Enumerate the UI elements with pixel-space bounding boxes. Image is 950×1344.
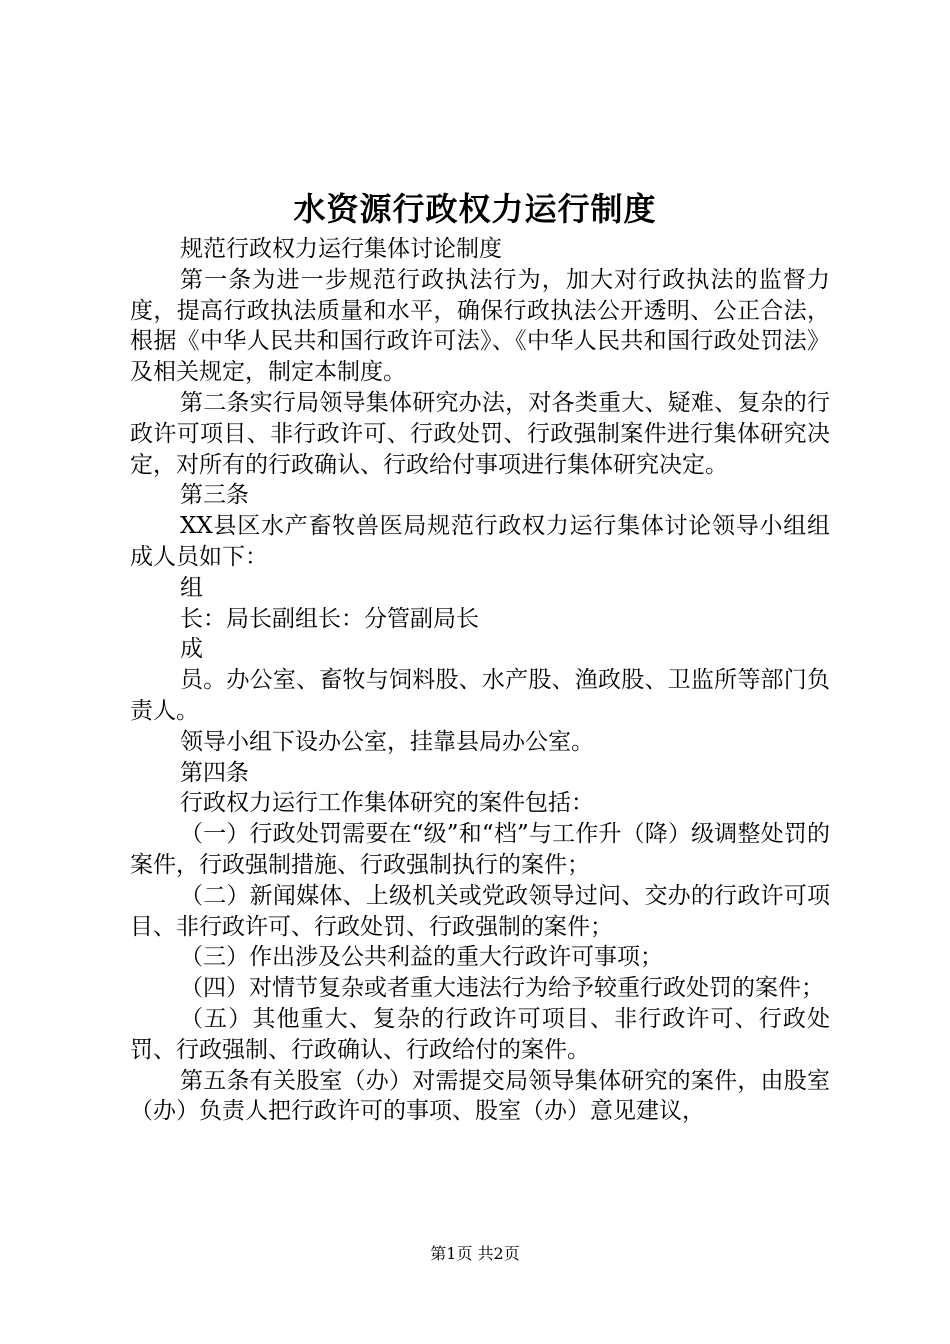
paragraph: XX县区水产畜牧兽医局规范行政权力运行集体讨论领导小组组成人员如下： bbox=[130, 513, 830, 570]
paragraph: 第四条 bbox=[180, 759, 249, 786]
page-footer: 第1页 共2页 bbox=[430, 1244, 520, 1263]
paragraph: 规范行政权力运行集体讨论制度 bbox=[180, 236, 502, 262]
paragraph: 组 bbox=[180, 574, 203, 601]
paragraph: 行政权力运行工作集体研究的案件包括： bbox=[180, 790, 594, 817]
paragraph: （四）对情节复杂或者重大违法行为给予较重行政处罚的案件； bbox=[180, 975, 824, 1002]
document-body bbox=[130, 234, 830, 1127]
paragraph: （三）作出涉及公共利益的重大行政许可事项； bbox=[180, 944, 663, 971]
paragraph: 领导小组下设办公室，挂靠县局办公室。 bbox=[180, 728, 594, 755]
paragraph: 第一条为进一步规范行政执法行为，加大对行政执法的监督力度，提高行政执法质量和水平，确保行政执法公开透明、公正合法，根据《中华人民共和国行政许可法》、《中华人民共和国行政处罚法》及相关规定，制定本制度。 bbox=[130, 266, 830, 386]
paragraph: （一）行政处罚需要在“级”和“档”与工作升（降）级调整处罚的案件，行政强制措施、行政强制执行的案件； bbox=[130, 821, 830, 878]
paragraph: （二）新闻媒体、上级机关或党政领导过问、交办的行政许可项目、非行政许可、行政处罚、行政强制的案件； bbox=[130, 882, 830, 940]
paragraph: 员。办公室、畜牧与饲料股、水产股、渔政股、卫监所等部门负责人。 bbox=[130, 667, 830, 724]
document-title: 水资源行政权力运行制度 bbox=[293, 190, 657, 228]
paragraph: （五）其他重大、复杂的行政许可项目、非行政许可、行政处罚、行政强制、行政确认、行政给付的案件。 bbox=[130, 1005, 830, 1063]
paragraph: 第五条有关股室（办）对需提交局领导集体研究的案件，由股室（办）负责人把行政许可的事项、股室（办）意见建议， bbox=[130, 1067, 830, 1125]
paragraph: 第三条 bbox=[180, 482, 249, 509]
paragraph: 长：局长副组长：分管副局长 bbox=[180, 605, 479, 632]
paragraph: 第二条实行局领导集体研究办法，对各类重大、疑难、复杂的行政许可项目、非行政许可、行政处罚、行政强制案件进行集体研究决定，对所有的行政确认、行政给付事项进行集体研究决定。 bbox=[130, 389, 830, 478]
paragraph: 成 bbox=[180, 636, 203, 663]
